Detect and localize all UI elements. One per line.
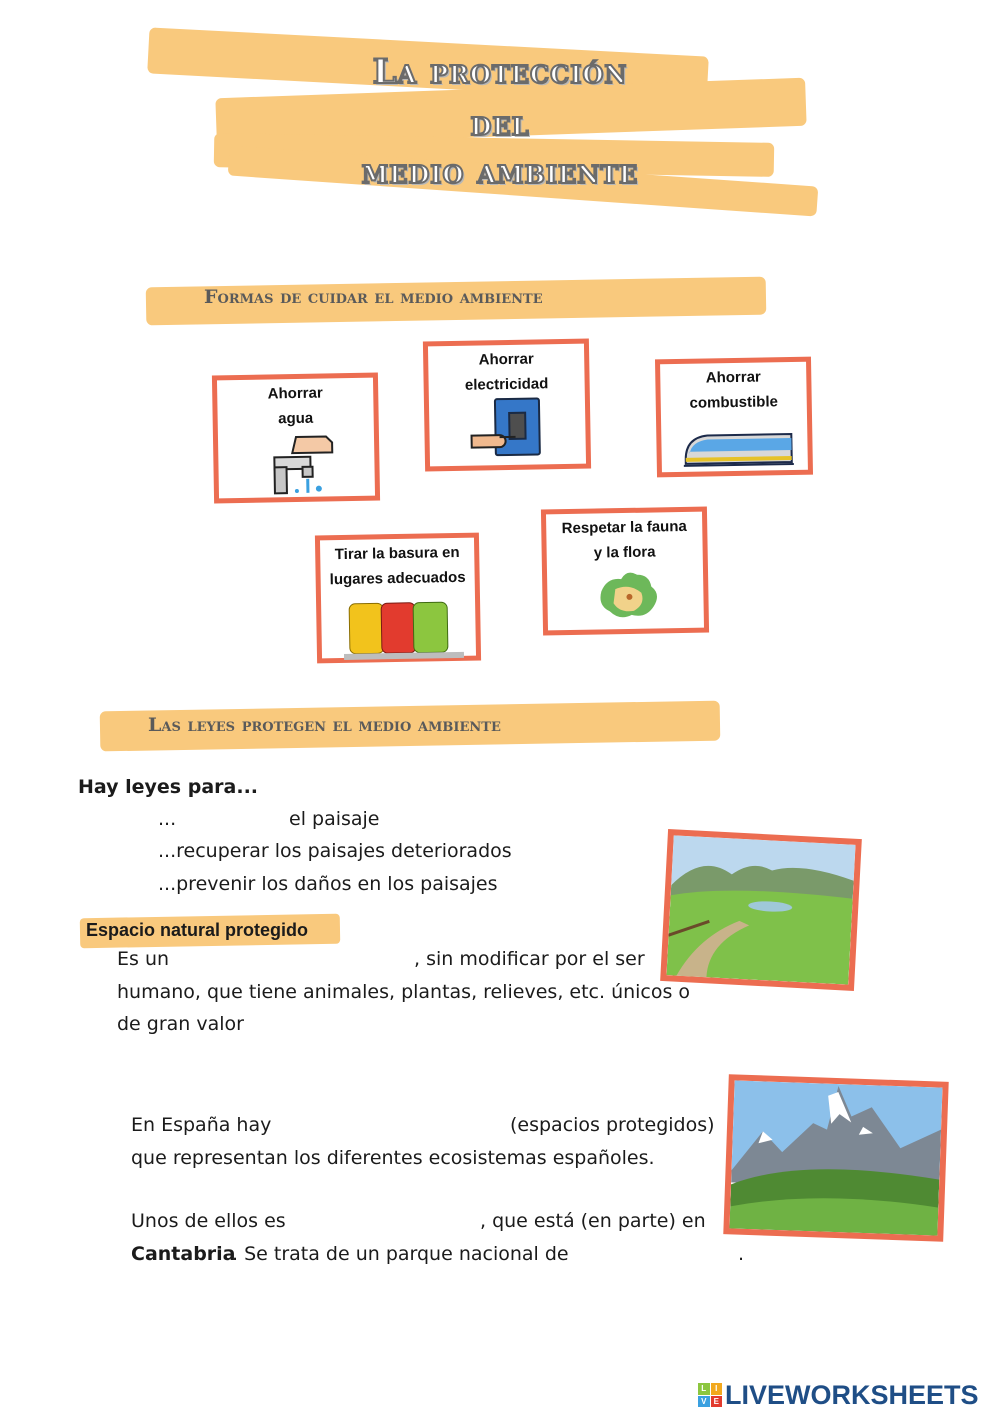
mountain-peak-photo xyxy=(723,1074,948,1242)
card-label-line1: Ahorrar xyxy=(478,350,534,369)
protected-space-subheading: Espacio natural protegido xyxy=(86,920,309,940)
card-label-line1: Ahorrar xyxy=(705,368,761,387)
train-icon xyxy=(679,428,798,472)
spain-region-bold: Cantabria xyxy=(131,1243,236,1265)
section1-heading: Formas de cuidar el medio ambiente xyxy=(204,286,543,308)
spain-line4-rest: . Se trata de un parque nacional de xyxy=(232,1243,569,1265)
spain-line4-end: . xyxy=(738,1243,745,1265)
bullet-recover: ...recuperar los paisajes deteriorados xyxy=(158,840,512,862)
card-respect-wildlife xyxy=(541,507,709,636)
card-label-line2: lugares adecuados xyxy=(329,568,466,589)
title-line-1: La protección xyxy=(372,52,628,92)
title-line-2: del xyxy=(470,104,530,144)
spain-line3-a: Unos de ellos es xyxy=(131,1210,286,1232)
faucet-hand-icon xyxy=(266,430,339,497)
card-label-line1: Ahorrar xyxy=(267,384,323,403)
card-save-fuel xyxy=(655,357,813,478)
card-label-line2: agua xyxy=(277,409,314,428)
card-label-line1: Tirar la basura en xyxy=(334,543,460,564)
recycling-bins-icon xyxy=(343,598,464,662)
bullet-blank-dots: ... xyxy=(158,808,177,830)
logo-text: LIVEWORKSHEETS xyxy=(725,1379,979,1410)
card-save-water xyxy=(212,373,380,504)
definition-part2: , sin modificar por el ser xyxy=(414,948,645,970)
card-recycle xyxy=(315,533,481,664)
definition-part1: Es un xyxy=(117,948,170,970)
title-line-3: medio ambiente xyxy=(361,152,639,192)
bullet-landscape: el paisaje xyxy=(289,808,380,830)
spain-line3-b: , que está (en parte) en xyxy=(480,1210,706,1232)
card-label-line1: Respetar la fauna xyxy=(561,517,687,538)
light-switch-icon xyxy=(469,396,550,459)
definition-line2: humano, que tiene animales, plantas, relieves, etc. únicos o xyxy=(117,981,691,1003)
card-label-line2: y la flora xyxy=(593,543,656,562)
card-label-line2: electricidad xyxy=(464,375,549,394)
liveworksheets-logo xyxy=(698,1380,979,1410)
logo-grid-icon: L I V E xyxy=(698,1383,722,1407)
bullet-prevent: ...prevenir los daños en los paisajes xyxy=(158,873,498,895)
definition-line3: de gran valor xyxy=(117,1013,244,1035)
card-label-line2: combustible xyxy=(689,393,779,412)
laws-intro: Hay leyes para... xyxy=(78,776,258,798)
spain-line2: que representan los diferentes ecosistemas españoles. xyxy=(131,1147,655,1169)
spain-line1-b: (espacios protegidos) xyxy=(510,1114,715,1136)
spain-line1-a: En España hay xyxy=(131,1114,272,1136)
meadow-landscape-photo xyxy=(660,829,862,991)
wildlife-map-icon xyxy=(595,566,666,623)
card-save-electricity xyxy=(423,339,591,472)
section2-heading: Las leyes protegen el medio ambiente xyxy=(148,714,501,736)
